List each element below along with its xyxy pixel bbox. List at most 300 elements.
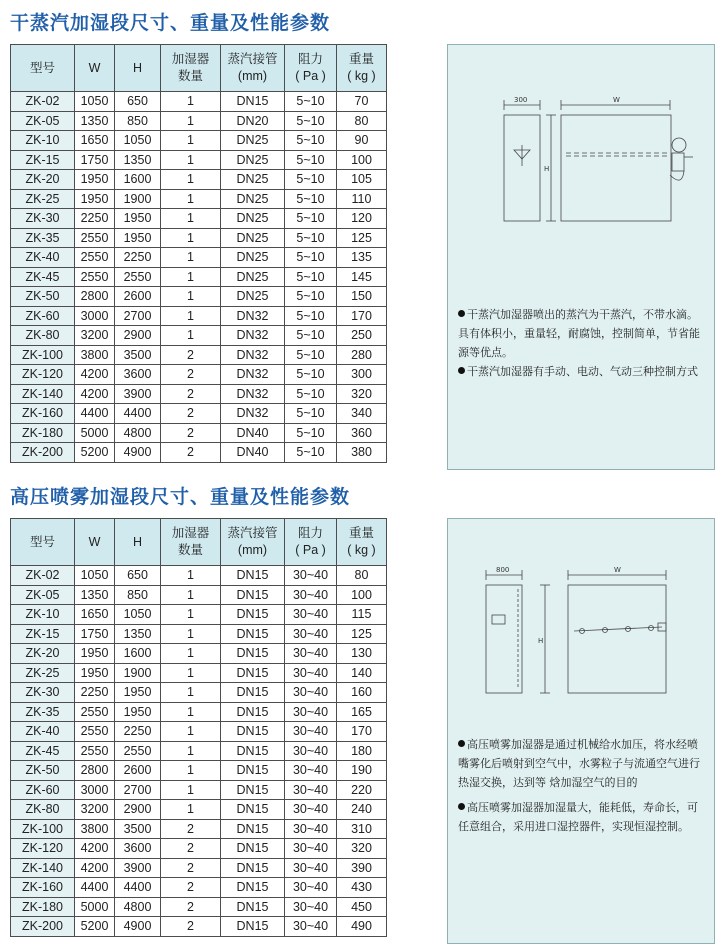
table-cell: 2550 [75,228,115,248]
table-cell: ZK-15 [11,150,75,170]
table-cell: 2250 [115,722,161,742]
table-cell: 5~10 [285,365,337,385]
table-cell: 320 [337,384,387,404]
table-row [11,761,387,781]
table-cell: 30~40 [285,722,337,742]
table-cell: 5~10 [285,228,337,248]
table-cell: 30~40 [285,663,337,683]
table-cell: 2250 [115,248,161,268]
table-cell: 30~40 [285,741,337,761]
table-cell: 5200 [75,443,115,463]
table-cell: 2550 [75,702,115,722]
table-cell: DN15 [221,566,285,586]
table-cell: ZK-180 [11,423,75,443]
height-dimension-label: H [538,637,544,645]
table-cell: 1950 [115,209,161,229]
column-header: 型号 [11,519,75,566]
table-cell: 2550 [75,248,115,268]
table-cell: 490 [337,917,387,937]
spray-humidifier-diagram [448,519,714,729]
column-header: 蒸汽接管 (mm) [221,519,285,566]
table-cell: 80 [337,566,387,586]
table-cell: 130 [337,644,387,664]
table-cell: ZK-50 [11,287,75,307]
table-cell: 1750 [75,150,115,170]
table-cell: DN40 [221,443,285,463]
depth-dimension-label: 800 [496,566,510,574]
section-title-high-pressure-spray: 高压喷雾加湿段尺寸、重量及性能参数 [10,486,351,508]
table-cell: ZK-120 [11,839,75,859]
table-cell: ZK-02 [11,92,75,112]
table-cell: DN32 [221,365,285,385]
bullet-icon [458,310,465,317]
table-cell: 1600 [115,644,161,664]
table-cell: DN15 [221,624,285,644]
note-text: 干蒸汽加湿器有手动、电动、气动三种控制方式 [467,365,698,378]
table-cell: 5000 [75,897,115,917]
table-row [11,404,387,424]
table-cell: 105 [337,170,387,190]
table-cell: 4400 [75,878,115,898]
table-cell: 1750 [75,624,115,644]
table-row [11,819,387,839]
table-cell: 4200 [75,858,115,878]
table-row [11,287,387,307]
table-cell: 30~40 [285,761,337,781]
bullet-icon [458,803,465,810]
table-cell: 2 [161,423,221,443]
column-header: 重量 ( kg ) [337,519,387,566]
table-cell: DN32 [221,404,285,424]
table-cell: ZK-30 [11,683,75,703]
table-cell: 2700 [115,780,161,800]
table-cell: 30~40 [285,644,337,664]
table-row [11,365,387,385]
table-cell: 3500 [115,819,161,839]
table-cell: 850 [115,111,161,131]
table-cell: 3800 [75,345,115,365]
bullet-icon [458,367,465,374]
column-header: 阻力 ( Pa ) [285,45,337,92]
table-cell: ZK-02 [11,566,75,586]
table-cell: 30~40 [285,800,337,820]
table-cell: DN32 [221,384,285,404]
table-cell: 30~40 [285,780,337,800]
table-cell: 3800 [75,819,115,839]
table-cell: DN32 [221,345,285,365]
table-cell: 4200 [75,365,115,385]
table-cell: 1 [161,683,221,703]
column-header: W [75,45,115,92]
table-cell: DN25 [221,150,285,170]
section-title-dry-steam: 干蒸汽加湿段尺寸、重量及性能参数 [10,12,331,34]
table-cell: 4800 [115,423,161,443]
table-cell: 2900 [115,800,161,820]
notes-high-pressure-spray [458,735,708,836]
table-cell: DN15 [221,92,285,112]
table-cell: 30~40 [285,858,337,878]
note-text: 高压喷雾加湿器是通过机械给水加压，将水经喷嘴雾化后喷射到空气中，水雾粒子与流通空气进行热湿交换，达到等 焓加湿空气的目的 [458,738,700,789]
table-cell: 650 [115,566,161,586]
table-cell: ZK-60 [11,306,75,326]
table-cell: 2 [161,384,221,404]
table-cell: 4200 [75,839,115,859]
table-cell: 170 [337,722,387,742]
column-header: 型号 [11,45,75,92]
table-cell: 1900 [115,189,161,209]
table-cell: DN15 [221,839,285,859]
table-cell: 240 [337,800,387,820]
table-cell: 1 [161,170,221,190]
table-cell: 1950 [75,170,115,190]
table-cell: 5~10 [285,248,337,268]
table-cell: 150 [337,287,387,307]
table-row [11,326,387,346]
table-cell: 3000 [75,780,115,800]
table-cell: 1 [161,566,221,586]
table-cell: ZK-60 [11,780,75,800]
table-cell: 3000 [75,306,115,326]
table-cell: 2 [161,897,221,917]
table-cell: 5~10 [285,287,337,307]
table-row [11,624,387,644]
table-row [11,170,387,190]
table-cell: 2250 [75,683,115,703]
table-cell: 1 [161,209,221,229]
note-item [458,735,708,792]
table-cell: 4200 [75,384,115,404]
bullet-icon [458,740,465,747]
width-dimension-label: W [614,566,621,574]
table-cell: DN15 [221,644,285,664]
table-cell: ZK-30 [11,209,75,229]
table-cell: 145 [337,267,387,287]
table-cell: 115 [337,605,387,625]
table-cell: 2600 [115,287,161,307]
depth-dimension-label: 300 [514,96,528,104]
table-cell: DN40 [221,423,285,443]
table-cell: DN15 [221,800,285,820]
table-cell: ZK-25 [11,663,75,683]
table-cell: 1 [161,306,221,326]
table-cell: 5~10 [285,326,337,346]
table-cell: DN32 [221,306,285,326]
table-row [11,248,387,268]
info-panel-dry-steam [447,44,715,470]
table-cell: DN15 [221,761,285,781]
table-cell: 2600 [115,761,161,781]
table-cell: 2700 [115,306,161,326]
spec-table-high-pressure-spray [10,518,387,937]
table-cell: 30~40 [285,819,337,839]
table-cell: 2550 [75,267,115,287]
table-cell: 1 [161,131,221,151]
table-cell: 5200 [75,917,115,937]
table-cell: DN20 [221,111,285,131]
table-row [11,663,387,683]
table-cell: 300 [337,365,387,385]
table-cell: 280 [337,345,387,365]
table-row [11,443,387,463]
table-cell: 70 [337,92,387,112]
table-cell: ZK-25 [11,189,75,209]
column-header: W [75,519,115,566]
table-cell: 1 [161,624,221,644]
table-cell: 1050 [115,605,161,625]
table-row [11,228,387,248]
table-cell: ZK-50 [11,761,75,781]
table-row [11,780,387,800]
table-cell: 2 [161,917,221,937]
table-cell: 2550 [75,741,115,761]
table-cell: DN15 [221,819,285,839]
table-cell: ZK-35 [11,702,75,722]
table-cell: 1 [161,722,221,742]
table-cell: DN15 [221,858,285,878]
table-cell: ZK-200 [11,443,75,463]
table-cell: 1 [161,663,221,683]
table-cell: 4900 [115,443,161,463]
table-cell: 110 [337,189,387,209]
table-row [11,92,387,112]
table-cell: 5~10 [285,384,337,404]
table-cell: 220 [337,780,387,800]
height-dimension-label: H [544,165,550,173]
table-cell: DN25 [221,287,285,307]
table-cell: 5~10 [285,131,337,151]
table-row [11,345,387,365]
table-cell: 3600 [115,839,161,859]
table-cell: 5~10 [285,189,337,209]
table-cell: ZK-100 [11,345,75,365]
table-cell: DN15 [221,702,285,722]
table-cell: 2550 [75,722,115,742]
table-cell: 30~40 [285,917,337,937]
table-row [11,306,387,326]
table-cell: 90 [337,131,387,151]
table-cell: 30~40 [285,624,337,644]
column-header: 蒸汽接管 (mm) [221,45,285,92]
table-cell: ZK-05 [11,111,75,131]
table-cell: 5~10 [285,306,337,326]
table-cell: 1 [161,92,221,112]
table-cell: 3200 [75,800,115,820]
table-cell: 1650 [75,131,115,151]
table-cell: ZK-120 [11,365,75,385]
table-cell: 4400 [115,404,161,424]
table-cell: DN25 [221,248,285,268]
table-cell: 1 [161,800,221,820]
table-cell: ZK-200 [11,917,75,937]
table-cell: DN15 [221,663,285,683]
table-cell: 30~40 [285,566,337,586]
table-cell: 2 [161,839,221,859]
table-cell: 4400 [75,404,115,424]
table-cell: 1650 [75,605,115,625]
table-cell: ZK-15 [11,624,75,644]
table-cell: 100 [337,150,387,170]
table-cell: 140 [337,663,387,683]
table-cell: DN15 [221,741,285,761]
table-cell: 650 [115,92,161,112]
table-cell: ZK-40 [11,722,75,742]
table-row [11,858,387,878]
table-cell: 5~10 [285,404,337,424]
table-cell: 1 [161,702,221,722]
table-cell: 1 [161,780,221,800]
table-cell: 5~10 [285,443,337,463]
table-cell: 80 [337,111,387,131]
table-cell: 30~40 [285,839,337,859]
table-cell: DN15 [221,917,285,937]
table-row [11,683,387,703]
table-cell: 1950 [75,663,115,683]
table-cell: DN32 [221,326,285,346]
table-cell: 1950 [115,702,161,722]
table-cell: 4800 [115,897,161,917]
table-cell: 5~10 [285,150,337,170]
table-cell: 3900 [115,858,161,878]
table-cell: 1 [161,228,221,248]
column-header: H [115,519,161,566]
table-cell: 1 [161,287,221,307]
table-cell: 1 [161,741,221,761]
table-cell: 1 [161,644,221,664]
table-cell: 5~10 [285,170,337,190]
table-cell: ZK-20 [11,170,75,190]
column-header: 重量 ( kg ) [337,45,387,92]
column-header: 阻力 ( Pa ) [285,519,337,566]
table-cell: ZK-160 [11,878,75,898]
column-header: H [115,45,161,92]
table-cell: 180 [337,741,387,761]
table-cell: 30~40 [285,897,337,917]
table-cell: 30~40 [285,605,337,625]
table-row [11,722,387,742]
table-cell: 250 [337,326,387,346]
table-cell: 165 [337,702,387,722]
table-row [11,423,387,443]
table-cell: DN25 [221,189,285,209]
table-cell: DN15 [221,878,285,898]
table-cell: 1950 [75,644,115,664]
table-row [11,209,387,229]
table-row [11,702,387,722]
table-cell: 390 [337,858,387,878]
table-cell: 850 [115,585,161,605]
table-row [11,131,387,151]
table-cell: DN25 [221,131,285,151]
table-cell: 2900 [115,326,161,346]
table-row [11,800,387,820]
table-cell: 3500 [115,345,161,365]
table-cell: 3600 [115,365,161,385]
note-item [458,305,708,362]
note-item [458,362,708,381]
table-cell: ZK-160 [11,404,75,424]
table-cell: 100 [337,585,387,605]
spec-table-dry-steam [10,44,387,463]
table-cell: 1950 [115,683,161,703]
table-cell: 1 [161,111,221,131]
table-row [11,741,387,761]
table-cell: 2 [161,858,221,878]
table-cell: 1 [161,248,221,268]
table-cell: 430 [337,878,387,898]
table-cell: 320 [337,839,387,859]
notes-dry-steam [458,305,708,381]
table-cell: 125 [337,624,387,644]
table-cell: DN15 [221,683,285,703]
table-cell: ZK-80 [11,800,75,820]
table-cell: ZK-35 [11,228,75,248]
table-cell: 125 [337,228,387,248]
table-cell: 30~40 [285,585,337,605]
table-cell: 3900 [115,384,161,404]
table-cell: 2550 [115,267,161,287]
table-cell: DN15 [221,605,285,625]
table-cell: DN25 [221,228,285,248]
table-row [11,605,387,625]
table-cell: DN25 [221,170,285,190]
table-cell: 190 [337,761,387,781]
table-cell: ZK-100 [11,819,75,839]
table-cell: 5~10 [285,267,337,287]
table-cell: 5~10 [285,423,337,443]
table-cell: 135 [337,248,387,268]
table-row [11,150,387,170]
table-cell: 5~10 [285,345,337,365]
table-cell: 310 [337,819,387,839]
table-cell: DN15 [221,722,285,742]
table-cell: 1950 [75,189,115,209]
table-cell: 1350 [115,150,161,170]
column-header: 加湿器 数量 [161,519,221,566]
table-header-row [11,45,387,92]
table-row [11,917,387,937]
table-cell: 340 [337,404,387,424]
table-cell: 2 [161,345,221,365]
table-cell: 1 [161,150,221,170]
table-cell: ZK-40 [11,248,75,268]
table-cell: 450 [337,897,387,917]
table-cell: 1600 [115,170,161,190]
table-cell: 2 [161,404,221,424]
table-cell: 1350 [75,111,115,131]
table-cell: 170 [337,306,387,326]
table-cell: 2250 [75,209,115,229]
table-cell: 1 [161,761,221,781]
table-cell: 5000 [75,423,115,443]
table-cell: ZK-20 [11,644,75,664]
note-text: 干蒸汽加湿器喷出的蒸汽为干蒸汽，不带水滴。具有体积小，重量轻，耐腐蚀，控制简单，节省能源等优点。 [458,308,700,359]
table-cell: ZK-80 [11,326,75,346]
table-cell: 1 [161,189,221,209]
dry-steam-humidifier-diagram [448,45,714,295]
table-cell: 1 [161,267,221,287]
table-cell: 4900 [115,917,161,937]
note-text: 高压喷雾加湿器加湿量大，能耗低，寿命长，可任意组合，采用进口湿控器件，实现恒湿控制。 [458,801,698,833]
table-cell: ZK-10 [11,131,75,151]
column-header: 加湿器 数量 [161,45,221,92]
table-cell: DN15 [221,585,285,605]
table-cell: DN25 [221,267,285,287]
table-cell: 2 [161,819,221,839]
table-cell: 4400 [115,878,161,898]
table-row [11,384,387,404]
table-cell: 360 [337,423,387,443]
table-row [11,189,387,209]
